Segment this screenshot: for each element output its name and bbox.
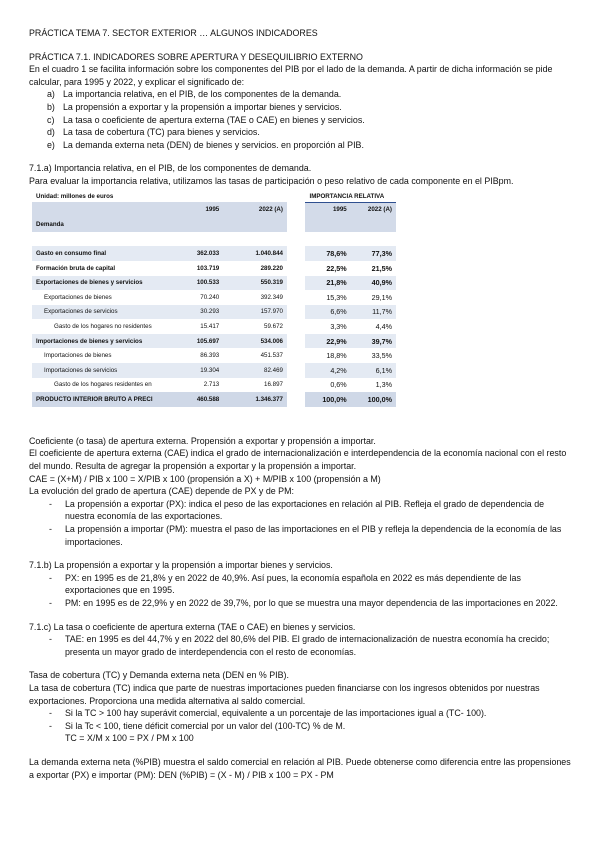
task-item: e) La demanda externa neta (DEN) de bienes y servicios. en proporción al PIB.	[47, 139, 364, 150]
intro-paragraph: En el cuadro 1 se facilita información sobre los componentes del PIB por el lado de la demanda. A partir de dicha información se pide calcular, para 1995 y 2022, y explicar el significado de:	[29, 64, 553, 87]
table-row: Gasto de los hogares no residentes 15.417 59.672 3,3% 4,4%	[32, 319, 396, 334]
list-item: - PM: en 1995 es de 22,9% y en 2022 de 39,7%, por lo que se muestra una mayor dependencia de las importaciones en 2022.	[29, 597, 574, 610]
cae-evolution: La evolución del grado de apertura (CAE) depende de PX y de PM:	[29, 486, 294, 497]
document-page	[29, 27, 574, 781]
section-a-text: Para evaluar la importancia relativa, utilizamos las tasas de participación o peso relativo de cada componente en el PIBpm.	[29, 175, 514, 186]
relative-importance-heading: IMPORTANCIA RELATIVA	[305, 191, 396, 203]
cae-bullet-list	[29, 498, 574, 548]
task-list	[29, 88, 574, 151]
col-header-rel-2022: 2022 (A)	[351, 202, 396, 217]
section-a-heading: 7.1.a) Importancia relativa, en el PIB, de los componentes de demanda.	[29, 163, 312, 174]
section-cae-text: El coeficiente de apertura externa (CAE) indica el grado de internacionalización e interdependencia de la economía nacional con el resto del mundo. Resulta de agregar la propensión a exportar y la propensión a importar.	[29, 448, 567, 472]
col-header-1995: 1995	[176, 202, 223, 217]
table-row: Exportaciones de bienes y servicios 100.533 550.319 21,8% 40,9%	[32, 276, 396, 291]
list-item: - Si la TC > 100 hay superávit comercial, equivalente a un porcentaje de las importaciones igual a (TC- 100).	[29, 707, 574, 720]
col-header-2022: 2022 (A)	[223, 202, 287, 217]
table-row: Importaciones de servicios 19.304 82.469 4,2% 6,1%	[32, 363, 396, 378]
table-row: Exportaciones de servicios 30.293 157.970 6,6% 11,7%	[32, 305, 396, 320]
section-c-bullet-list	[29, 633, 574, 658]
task-item: c) La tasa o coeficiente de apertura externa (TAE o CAE) en bienes y servicios.	[47, 114, 365, 125]
section-den-text: La demanda externa neta (%PIB) muestra el saldo comercial en relación al PIB. Puede obtenerse como diferencia entre las propensiones a exportar (PX) e importar (PM): DEN (%PIB) = (X - M) / PIB x 100 = PX - PM	[29, 756, 571, 780]
table-row: Exportaciones de bienes 70.240 392.349 15,3% 29,1%	[32, 290, 396, 305]
task-item: a) La importancia relativa, en el PIB, de los componentes de la demanda.	[47, 89, 342, 100]
table-header-row	[32, 217, 396, 232]
task-item: d) La tasa de cobertura (TC) para bienes y servicios.	[47, 127, 260, 138]
cae-formula: CAE = (X+M) / PIB x 100 = X/PIB x 100 (propensión a X) + M/PIB x 100 (propensión a M)	[29, 473, 381, 484]
section-cae-heading: Coeficiente (o tasa) de apertura externa. Propensión a exportar y propensión a importar.	[29, 435, 376, 446]
table-row: Importaciones de bienes 86.393 451.537 18,8% 33,5%	[32, 348, 396, 363]
section-tc-bullet-list	[29, 707, 574, 732]
table-unit-label: Unidad: millones de euros	[36, 192, 114, 200]
list-item: - La propensión a exportar (PX): indica el peso de las exportaciones en relación al PIB. Refleja el grado de dependencia de nuestra economía de las exportaciones.	[29, 498, 574, 523]
tc-formula: TC = X/M x 100 = PX / PM x 100	[65, 733, 194, 744]
section-b-bullet-list	[29, 572, 574, 610]
document-title: PRÁCTICA TEMA 7. SECTOR EXTERIOR … ALGUNOS INDICADORES	[29, 28, 318, 38]
list-item: - La propensión a importar (PM): muestra el paso de las importaciones en el PIB y refleja la dependencia de la economía de las importaciones.	[29, 523, 574, 548]
section-b-heading: 7.1.b) La propensión a exportar y la propensión a importar bienes y servicios.	[29, 560, 333, 571]
col-header-demanda: Demanda	[32, 217, 176, 232]
section-tc-heading: Tasa de cobertura (TC) y Demanda externa neta (DEN en % PIB).	[29, 670, 289, 681]
practice-subtitle: PRÁCTICA 7.1. INDICADORES SOBRE APERTURA Y DESEQUILIBRIO EXTERNO	[29, 51, 363, 62]
table-unit-row	[32, 191, 396, 203]
list-item: - PX: en 1995 es de 21,8% y en 2022 de 40,9%. Así pues, la economía española en 2022 es más dependiente de las exportaciones que en 1995.	[29, 572, 574, 597]
list-item: - TAE: en 1995 es del 44,7% y en 2022 del 80,6% del PIB. El grado de internacionalización de nuestra economía ha crecido; presenta un mayor grado de interdependencia con el resto de economías.	[29, 633, 574, 658]
task-item: b) La propensión a exportar y la propensión a importar bienes y servicios.	[47, 101, 342, 112]
col-header-rel-1995: 1995	[305, 202, 350, 217]
section-tc-text: La tasa de cobertura (TC) indica que parte de nuestras importaciones pueden financiarse con los ingresos obtenidos por nuestras exportaciones. Proporciona una medida alternativa al saldo comercial.	[29, 682, 540, 706]
table-header-row	[32, 202, 396, 217]
table-row: Importaciones de bienes y servicios 105.697 534.006 22,9% 39,7%	[32, 334, 396, 349]
demand-table	[32, 191, 396, 407]
list-item: - Si la Tc < 100, tiene déficit comercial por un valor del (100-TC) % de M.	[29, 720, 574, 733]
table-row: Gasto de los hogares residentes en 2.713 16.897 0,6% 1,3%	[32, 378, 396, 393]
table-row: Formación bruta de capital 103.719 289.220 22,5% 21,5%	[32, 261, 396, 276]
table-row-total: PRODUCTO INTERIOR BRUTO A PRECI 460.588 1.346.377 100,0% 100,0%	[32, 392, 396, 407]
table-row: Gasto en consumo final 362.033 1.040.844 78,6% 77,3%	[32, 246, 396, 261]
section-c-heading: 7.1.c) La tasa o coeficiente de apertura externa (TAE o CAE) en bienes y servicios.	[29, 621, 356, 632]
